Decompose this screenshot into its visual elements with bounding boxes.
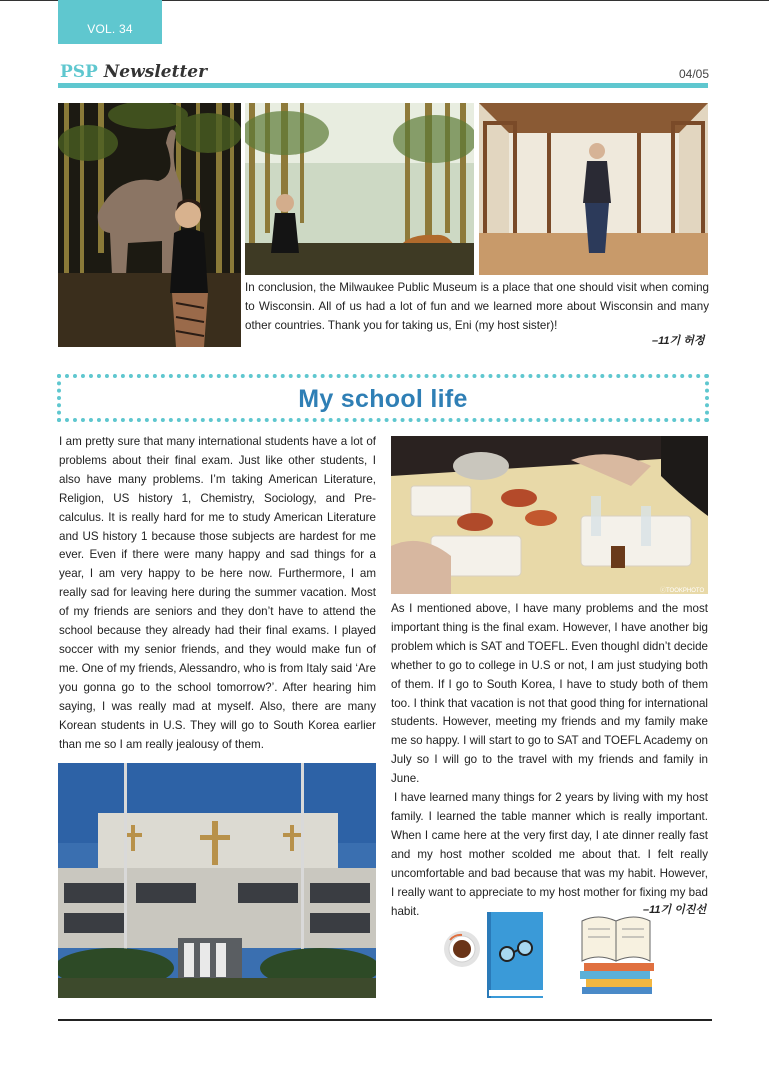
blue-book-glasses-icon: [487, 912, 543, 998]
article-right-column: [391, 600, 708, 921]
section-title: My school life: [298, 385, 468, 413]
footer-rule: [58, 1019, 712, 1021]
museum-photo-diorama: [245, 103, 474, 275]
dinner-photo: [391, 436, 708, 594]
article-right-paragraph-2: I have learned many things for 2 years by living with my host family. I learned the table manner which is really important. When I came here at the very first day, I ate dinner really fast and my host mother scolded me about that. I felt really uncomfortable and bad because that was my habit. However, I really want to appreciate to my host mother for fixing my bad habit.: [391, 791, 708, 918]
coffee-cup-icon: [443, 930, 481, 968]
article-author: –11기 이진선: [641, 901, 706, 917]
museum-conclusion: In conclusion, the Milwaukee Public Museum is a place that one should visit when coming to Wisconsin. All of us had a lot of fun and we learned more about Wisconsin and many other countries. Thank you for taking us, Eni (my host sister)!: [245, 281, 709, 332]
article-left-paragraph: I am pretty sure that many international students have a lot of problems about their final exam. Just like other students, I also have many problems. I’m taking American Literature, Religion, US history 1, Chemistry, Sociology, and Pre-calculus. It is really hard for me to study American Literature and US history 1 because those subjects are hardest for me ever. Even if there were many happy and sad things for a year, I am very happy to be here now. Furthermore, I am really sad for leaving here during the summer vacation. Most of my friends are seniors and they don’t have to attend the school because they already had their final exams. I played soccer with my senior friends, and they would make fun of me. One of my friends, Alessandro, who is from Italy said ‘Are you gonna go to the school tomorrow?’. After hearing him saying, I was really mad at myself. Also, there are many Korean students in U.S. They will go to South Korea earlier than me so I am really jealousy of them.: [59, 435, 376, 751]
volume-tab: VOL. 34: [58, 0, 162, 44]
museum-photo-room: [479, 103, 708, 275]
photo-credit: ⓒTOOKPHOTO: [660, 588, 705, 594]
museum-author: –11기 허정: [652, 335, 705, 347]
newsletter-masthead: [60, 62, 207, 82]
open-book-stack-icon: [578, 913, 656, 995]
brand-label: PSP: [60, 62, 98, 82]
page-number: 04/05: [678, 67, 709, 81]
school-photo: [58, 763, 376, 998]
article-right-paragraph-1: As I mentioned above, I have many problems and the most important thing is the final exam. However, I have another big problem which is SAT and TOEFL. Even thoughI didn’t decide whether to go to college in U.S or not, I am just studying both of them. If I go to South Korea, I have to study both of them too. I think that vacation is not that good thing for international students. However, meeting my friends and my family make me so happy. I will start to go to SAT and TOEFL Academy on July so I will go to the travel with my friends and family in June.: [391, 602, 708, 786]
museum-photo-elephant: [58, 103, 241, 347]
section-title-box: [57, 374, 709, 422]
newsletter-title: Newsletter: [103, 62, 208, 82]
article-left-column: [59, 433, 376, 754]
header-bar: [58, 83, 708, 88]
